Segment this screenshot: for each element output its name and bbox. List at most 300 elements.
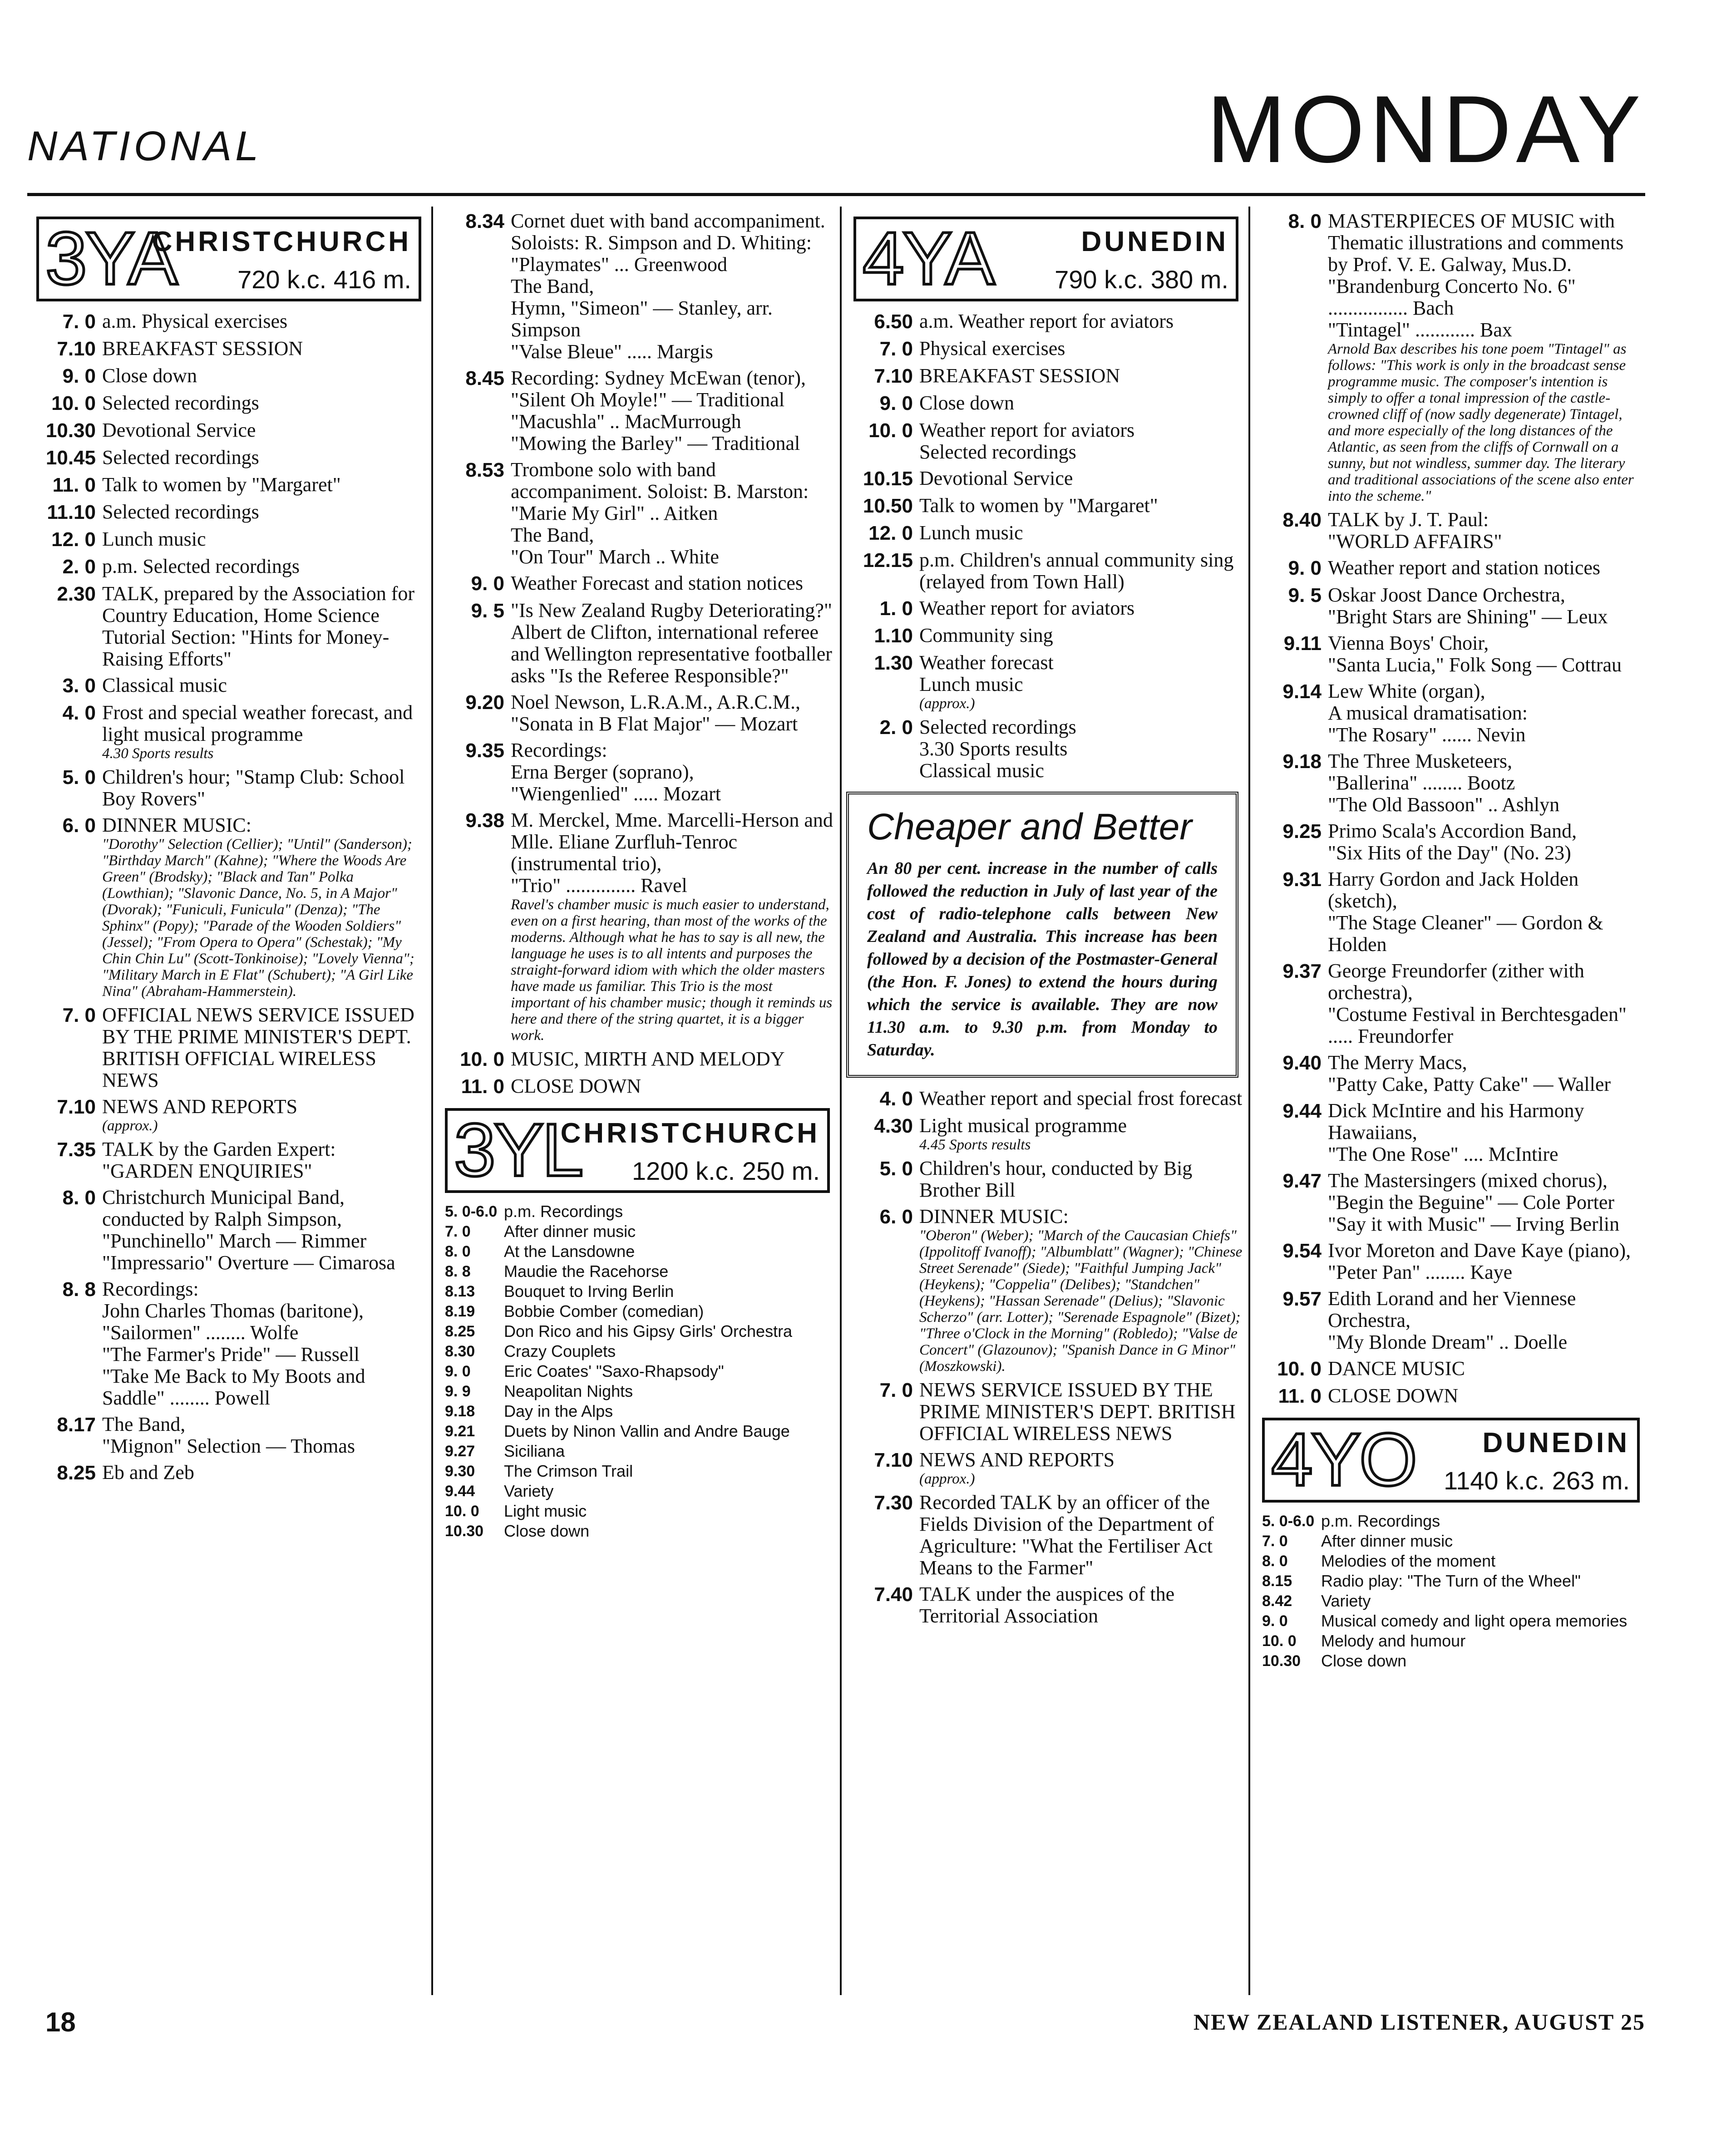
- mini-programme-item: [1253, 1572, 1645, 1591]
- programme-line: Recording: Sydney McEwan (tenor),: [511, 367, 806, 389]
- programme-body: [1328, 1358, 1645, 1380]
- programme-line: "Peter Pan" ........ Kaye: [1328, 1261, 1513, 1283]
- programme-item: [844, 365, 1244, 388]
- mini-programme-time: 9.27: [445, 1443, 475, 1460]
- programme-item: [1253, 750, 1645, 816]
- programme-line: "My Blonde Dream" .. Doelle: [1328, 1331, 1568, 1353]
- programme-line: Ivor Moreton and Dave Kaye (piano),: [1328, 1239, 1631, 1262]
- programme-body: [1328, 584, 1645, 628]
- programme-item: [1253, 1288, 1645, 1353]
- programme-note: "Oberon" (Weber); "March of the Caucasian Chiefs" (Ippolitoff Ivanoff); "Albumblatt" (Wagner); "Chinese Street Serenade" (Siede); "Faithful Jumping Jack" (Heykens); "Coppelia" (Delibes); "Standchen" (Heykens); "Hassan Serenade" (Delius); "Slavonic Scherzo" (arr. Lotter); "Serenade Espagnole" (Bizet); "Three o'Clock in the Morning" (Robledo); "Valse de Concert" (Glazounov); "Spanish Dance in G Minor" (Moszkowski).: [919, 1227, 1243, 1375]
- programme-time: 7.10: [874, 1449, 913, 1471]
- programme-line: CLOSE DOWN: [1328, 1385, 1459, 1407]
- programme-body: [1328, 210, 1645, 504]
- programme-line: CLOSE DOWN: [511, 1075, 641, 1097]
- programme-line: "Silent Oh Moyle!" — Traditional: [511, 389, 785, 411]
- programme-line: Oskar Joost Dance Orchestra,: [1328, 584, 1565, 606]
- mini-programme-text: Melody and humour: [1321, 1631, 1466, 1650]
- mini-programme-item: [1253, 1552, 1645, 1571]
- programme-time: 11. 0: [52, 474, 96, 496]
- station-city: CHRISTCHURCH: [560, 1118, 820, 1149]
- programme-body: [1328, 1240, 1645, 1283]
- programme-line: "The Old Bassoon" .. Ashlyn: [1328, 793, 1560, 816]
- mini-programme-item: [436, 1242, 835, 1261]
- programme-body: [102, 556, 427, 578]
- programme-line: Cornet duet with band accompaniment. Soloists: R. Simpson and D. Whiting:: [511, 210, 825, 254]
- station-call: 3YL: [454, 1108, 582, 1192]
- programme-body: [511, 367, 835, 454]
- programme-item: [27, 1138, 427, 1182]
- mini-programme-text: Musical comedy and light opera memories: [1321, 1612, 1628, 1630]
- programme-item: [844, 1088, 1244, 1110]
- programme-time: 9.37: [1282, 960, 1322, 982]
- column-3ya: [27, 207, 427, 1995]
- mini-programme-time: 8.42: [1262, 1592, 1292, 1610]
- station-frequency: 790 k.c. 380 m.: [1055, 265, 1228, 294]
- programme-time: 11. 0: [461, 1075, 504, 1098]
- mini-programme-time: 8. 0: [445, 1243, 471, 1260]
- programme-line: MUSIC, MIRTH AND MELODY: [511, 1048, 785, 1070]
- programme-item: [27, 310, 427, 333]
- programme-body: [511, 459, 835, 568]
- programme-item: [1253, 557, 1645, 580]
- programme-time: 10.15: [863, 468, 913, 490]
- programme-time: 9. 0: [879, 392, 913, 414]
- programme-body: [919, 1583, 1244, 1627]
- programme-body: [511, 1075, 835, 1098]
- programme-item: [1253, 1385, 1645, 1408]
- programme-item: [436, 459, 835, 568]
- programme-item: [1253, 820, 1645, 864]
- programme-line: "Macushla" .. MacMurrough: [511, 410, 741, 433]
- programme-line: "Brandenburg Concerto No. 6" ................ Bach: [1328, 275, 1576, 319]
- programme-item: [27, 365, 427, 388]
- programme-time: 8.53: [465, 459, 504, 481]
- programme-time: 2.30: [57, 583, 96, 605]
- column-4ya-continued: [1253, 207, 1645, 1995]
- programme-item: [436, 367, 835, 454]
- station-box-4yo: [1262, 1418, 1640, 1503]
- programme-line: Frost and special weather forecast, and light musical programme: [102, 701, 413, 745]
- mini-programme-text: Light music: [504, 1502, 587, 1520]
- programme-body: [919, 597, 1244, 620]
- programme-item: [436, 600, 835, 687]
- programme-item: [844, 597, 1244, 620]
- programme-body: [102, 1138, 427, 1182]
- mini-programme-item: [436, 1262, 835, 1281]
- programme-line: Christchurch Municipal Band, conducted by Ralph Simpson,: [102, 1186, 345, 1230]
- programme-time: 10. 0: [460, 1048, 504, 1070]
- programme-time: 10. 0: [868, 419, 913, 442]
- programme-item: [27, 675, 427, 697]
- programme-time: 9.38: [465, 809, 504, 832]
- programme-item: [27, 528, 427, 551]
- programme-line: Selected recordings: [919, 441, 1076, 463]
- mini-programme-text: Don Rico and his Gipsy Girls' Orchestra: [504, 1322, 793, 1341]
- programme-body: [1328, 509, 1645, 552]
- programme-item: [844, 549, 1244, 593]
- programme-body: [1328, 1288, 1645, 1353]
- mini-programme-time: 10.30: [445, 1523, 484, 1540]
- programme-line: TALK by the Garden Expert: "GARDEN ENQUIRIES": [102, 1138, 336, 1182]
- mini-programme-time: 8.30: [445, 1343, 475, 1360]
- station-box-4ya: [853, 217, 1238, 301]
- programme-body: [919, 392, 1244, 415]
- programme-line: The Band,: [511, 275, 594, 297]
- mini-programme-time: 8.25: [445, 1323, 475, 1340]
- programme-line: Children's hour, conducted by Big Brother Bill: [919, 1157, 1193, 1201]
- programme-line: "Patty Cake, Patty Cake" — Waller: [1328, 1073, 1611, 1095]
- programme-line: a.m. Physical exercises: [102, 310, 288, 332]
- mini-programme-text: p.m. Recordings: [1321, 1512, 1440, 1530]
- programme-line: Light musical programme: [919, 1114, 1127, 1137]
- programme-line: Lew White (organ),: [1328, 680, 1485, 702]
- programme-note: 4.45 Sports results: [919, 1137, 1031, 1153]
- mini-programme-text: At the Lansdowne: [504, 1242, 635, 1261]
- programme-body: [511, 572, 835, 595]
- programme-line: "Mowing the Barley" — Traditional: [511, 432, 800, 454]
- programme-line: Close down: [102, 365, 197, 387]
- programme-item: [1253, 509, 1645, 552]
- programme-line: M. Merckel, Mme. Marcelli-Herson and Mlle. Eliane Zurfluh-Tenroc (instrumental trio),: [511, 809, 833, 875]
- mini-programme-time: 8.13: [445, 1283, 475, 1300]
- programme-body: [1328, 868, 1645, 956]
- programme-body: [919, 1379, 1244, 1444]
- mini-programme-text: Variety: [504, 1482, 554, 1500]
- programme-body: [1328, 1052, 1645, 1095]
- programme-item: [844, 419, 1244, 463]
- programme-list: [1253, 210, 1645, 1408]
- programme-item: [436, 210, 835, 363]
- programme-note: (approx.): [919, 695, 975, 712]
- mini-programme-text: Radio play: "The Turn of the Wheel": [1321, 1572, 1581, 1590]
- mini-programme-text: Duets by Ninon Vallin and Andre Bauge: [504, 1422, 790, 1440]
- programme-time: 10.45: [45, 447, 96, 469]
- programme-item: [436, 1075, 835, 1098]
- notice-title: Cheaper and Better: [867, 806, 1192, 848]
- mini-programme-item: [436, 1522, 835, 1541]
- programme-item: [27, 474, 427, 497]
- programme-line: BREAKFAST SESSION: [102, 337, 303, 360]
- mini-programme-time: 5. 0-6.0: [1262, 1513, 1315, 1530]
- programme-item: [1253, 1052, 1645, 1095]
- programme-body: [102, 1414, 427, 1457]
- programme-time: 8. 0: [62, 1187, 96, 1209]
- programme-time: 4. 0: [62, 702, 96, 724]
- mini-programme-item: [436, 1442, 835, 1461]
- programme-body: [102, 419, 427, 442]
- programme-item: [844, 468, 1244, 490]
- programme-time: 7. 0: [62, 1004, 96, 1026]
- programme-item: [844, 392, 1244, 415]
- programme-item: [1253, 632, 1645, 676]
- mini-programme-item: [436, 1282, 835, 1301]
- programme-time: 2. 0: [62, 556, 96, 578]
- programme-line: The Merry Macs,: [1328, 1051, 1467, 1074]
- programme-line: TALK, prepared by the Association for Country Education, Home Science Tutorial Section: "Hints for Money-Raising Efforts": [102, 582, 415, 670]
- programme-body: [1328, 1100, 1645, 1165]
- programme-line: "Marie My Girl" .. Aitken: [511, 502, 718, 524]
- programme-line: "WORLD AFFAIRS": [1328, 530, 1502, 552]
- programme-item: [27, 1096, 427, 1134]
- programme-item: [844, 1379, 1244, 1444]
- programme-time: 8.40: [1282, 509, 1322, 531]
- programme-body: [1328, 820, 1645, 864]
- programme-line: George Freundorfer (zither with orchestra),: [1328, 960, 1584, 1004]
- programme-line: "Santa Lucia," Folk Song — Cottrau: [1328, 654, 1622, 676]
- programme-time: 5. 0: [62, 766, 96, 789]
- programme-body: [511, 600, 835, 687]
- programme-time: 1.30: [874, 652, 913, 674]
- programme-time: 4. 0: [879, 1088, 913, 1110]
- mini-programme-item: [436, 1422, 835, 1441]
- station-frequency: 1200 k.c. 250 m.: [631, 1157, 820, 1185]
- programme-time: 1. 0: [879, 597, 913, 620]
- mini-programme-item: [436, 1382, 835, 1401]
- programme-line: NEWS AND REPORTS: [919, 1449, 1115, 1471]
- programme-line: Classical music: [102, 674, 227, 696]
- programme-time: 4.30: [874, 1115, 913, 1137]
- programme-line: Lunch music: [919, 522, 1023, 544]
- programme-line: "Sailormen" ........ Wolfe: [102, 1321, 299, 1344]
- programme-item: [844, 625, 1244, 647]
- programme-line: Recordings:: [511, 739, 607, 761]
- programme-item: [27, 392, 427, 415]
- mini-programme-list: [1253, 1512, 1645, 1671]
- programme-body: [919, 652, 1244, 712]
- programme-time: 9.57: [1282, 1288, 1322, 1310]
- mini-programme-text: Siciliana: [504, 1442, 565, 1460]
- programme-line: Talk to women by "Margaret": [102, 473, 341, 496]
- programme-time: 8. 0: [1288, 210, 1322, 232]
- programme-time: 9. 0: [62, 365, 96, 387]
- programme-line: Selected recordings: [102, 446, 259, 468]
- column-divider: [840, 207, 842, 1995]
- programme-body: [511, 809, 835, 1044]
- mini-programme-time: 7. 0: [1262, 1533, 1288, 1550]
- mini-programme-item: [436, 1302, 835, 1321]
- programme-item: [27, 338, 427, 360]
- station-frequency: 1140 k.c. 263 m.: [1444, 1466, 1630, 1495]
- programme-line: "Ballerina" ........ Bootz: [1328, 772, 1515, 794]
- programme-time: 9.44: [1282, 1100, 1322, 1122]
- programme-body: [919, 338, 1244, 360]
- mini-programme-time: 9. 9: [445, 1383, 471, 1400]
- programme-line: Devotional Service: [102, 419, 256, 441]
- footer-publication: NEW ZEALAND LISTENER, AUGUST 25: [1193, 2009, 1645, 2035]
- programme-list: [436, 210, 835, 1098]
- programme-item: [436, 739, 835, 805]
- programme-body: [1328, 1170, 1645, 1235]
- programme-line: Lunch music: [102, 528, 206, 550]
- programme-body: [919, 1449, 1244, 1487]
- programme-body: [102, 814, 427, 1000]
- mini-programme-text: Maudie the Racehorse: [504, 1262, 669, 1281]
- programme-line: Vienna Boys' Choir,: [1328, 632, 1489, 654]
- programme-line: "Six Hits of the Day" (No. 23): [1328, 842, 1571, 864]
- programme-body: [511, 691, 835, 735]
- programme-body: [102, 365, 427, 388]
- station-frequency: 720 k.c. 416 m.: [237, 265, 411, 294]
- station-city: CHRISTCHURCH: [152, 226, 411, 257]
- programme-line: Children's hour; "Stamp Club: School Boy Rovers": [102, 766, 405, 810]
- programme-time: 9.25: [1282, 820, 1322, 843]
- programme-item: [844, 522, 1244, 545]
- programme-item: [844, 1449, 1244, 1487]
- programme-line: Noel Newson, L.R.A.M., A.R.C.M.,: [511, 691, 801, 713]
- programme-body: [1328, 750, 1645, 816]
- programme-line: "Impressario" Overture — Cimarosa: [102, 1252, 395, 1274]
- programme-line: The Band,: [511, 524, 594, 546]
- mini-programme-text: Day in the Alps: [504, 1402, 613, 1420]
- programme-time: 9.47: [1282, 1170, 1322, 1192]
- programme-item: [436, 1048, 835, 1071]
- programme-item: [844, 338, 1244, 360]
- mini-programme-time: 8. 8: [445, 1263, 471, 1280]
- programme-list: [844, 310, 1244, 782]
- programme-item: [27, 702, 427, 762]
- programme-time: 7. 0: [879, 338, 913, 360]
- programme-body: [102, 501, 427, 524]
- programme-item: [436, 572, 835, 595]
- programme-line: p.m. Selected recordings: [102, 555, 300, 577]
- programme-line: DINNER MUSIC:: [102, 814, 252, 836]
- programme-line: Selected recordings: [919, 716, 1076, 738]
- programme-time: 6. 0: [62, 814, 96, 837]
- programme-item: [27, 1004, 427, 1091]
- programme-body: [511, 210, 835, 363]
- programme-line: Edith Lorand and her Viennese Orchestra,: [1328, 1287, 1576, 1331]
- programme-time: 8.25: [57, 1462, 96, 1484]
- programme-time: 9.54: [1282, 1240, 1322, 1262]
- programme-line: "Take Me Back to My Boots and Saddle" ........ Powell: [102, 1365, 365, 1409]
- mini-programme-time: 10. 0: [1262, 1632, 1297, 1650]
- programme-time: 1.10: [874, 625, 913, 647]
- header-rule: [27, 193, 1645, 196]
- notice-text: An 80 per cent. increase in the number of calls followed the reduction in July of last year of the cost of radio-telephone calls between New Zealand and Australia. This increase has been followed by a decision of the Postmaster-General (the Hon. F. Jones) to extend the hours during which the service is available. They are now 11.30 a.m. to 9.30 p.m. from Monday to Saturday.: [867, 859, 1218, 1060]
- programme-body: [511, 739, 835, 805]
- programme-line: "Tintagel" ............ Bax: [1328, 319, 1512, 341]
- programme-body: [511, 1048, 835, 1071]
- programme-body: [1328, 632, 1645, 676]
- programme-time: 8.17: [57, 1414, 96, 1436]
- programme-line: Trombone solo with band accompaniment. Soloist: B. Marston:: [511, 458, 809, 503]
- programme-line: OFFICIAL NEWS SERVICE ISSUED BY THE PRIME MINISTER'S DEPT. BRITISH OFFICIAL WIRELESS NEWS: [102, 1004, 414, 1091]
- programme-body: [102, 392, 427, 415]
- programme-line: "Mignon" Selection — Thomas: [102, 1435, 355, 1457]
- programme-item: [27, 766, 427, 810]
- programme-line: "The Stage Cleaner" — Gordon & Holden: [1328, 912, 1603, 956]
- programme-time: 10.50: [863, 495, 913, 517]
- programme-time: 7.10: [57, 1096, 96, 1118]
- mini-programme-item: [436, 1322, 835, 1341]
- programme-line: "The One Rose" .... McIntire: [1328, 1143, 1558, 1165]
- programme-time: 5. 0: [879, 1158, 913, 1180]
- programme-time: 7. 0: [62, 310, 96, 333]
- programme-body: [1328, 960, 1645, 1047]
- programme-item: [844, 495, 1244, 517]
- programme-line: "Costume Festival in Berchtesgaden" ..... Freundorfer: [1328, 1003, 1627, 1047]
- programme-line: BREAKFAST SESSION: [919, 365, 1120, 387]
- mini-programme-item: [436, 1362, 835, 1381]
- mini-programme-time: 9. 0: [1262, 1612, 1288, 1630]
- programme-time: 10.30: [45, 419, 96, 442]
- programme-body: [102, 528, 427, 551]
- programme-line: Selected recordings: [102, 392, 259, 414]
- programme-time: 7.35: [57, 1138, 96, 1161]
- programme-body: [102, 766, 427, 810]
- programme-body: [919, 1492, 1244, 1579]
- programme-time: 9.14: [1282, 680, 1322, 703]
- mini-programme-time: 9.18: [445, 1403, 475, 1420]
- programme-line: Eb and Zeb: [102, 1461, 194, 1483]
- programme-line: The Band,: [102, 1413, 186, 1435]
- programme-item: [844, 1115, 1244, 1153]
- mini-programme-item: [436, 1482, 835, 1501]
- programme-item: [844, 310, 1244, 333]
- mini-programme-item: [436, 1222, 835, 1241]
- programme-line: "Playmates" ... Greenwood: [511, 253, 728, 276]
- mini-programme-time: 8. 0: [1262, 1552, 1288, 1570]
- programme-item: [436, 691, 835, 735]
- station-box-3ya: [36, 217, 421, 301]
- programme-line: "Sonata in B Flat Major" — Mozart: [511, 713, 798, 735]
- programme-time: 12.15: [863, 549, 913, 572]
- programme-line: Weather report for aviators: [919, 419, 1135, 441]
- programme-line: Weather report and special frost forecast: [919, 1087, 1243, 1109]
- mini-programme-time: 9.44: [445, 1483, 475, 1500]
- programme-time: 10. 0: [51, 392, 96, 414]
- programme-item: [1253, 868, 1645, 956]
- programme-line: The Mastersingers (mixed chorus),: [1328, 1169, 1608, 1192]
- notice-box: [846, 792, 1238, 1078]
- programme-list: [844, 1088, 1244, 1627]
- programme-time: 9. 5: [1288, 584, 1322, 606]
- programme-time: 12. 0: [868, 522, 913, 544]
- programme-body: [919, 495, 1244, 517]
- programme-time: 11. 0: [1278, 1385, 1322, 1407]
- mini-programme-item: [1253, 1512, 1645, 1531]
- programme-time: 11.10: [47, 501, 96, 523]
- programme-item: [27, 1187, 427, 1274]
- programme-time: 9.40: [1282, 1052, 1322, 1074]
- programme-body: [102, 1278, 427, 1409]
- programme-time: 9. 5: [471, 600, 504, 622]
- mini-programme-text: p.m. Recordings: [504, 1202, 623, 1221]
- mini-programme-time: 8.15: [1262, 1572, 1292, 1590]
- programme-body: [102, 1004, 427, 1091]
- mini-programme-text: The Crimson Trail: [504, 1462, 633, 1480]
- station-call: 3YA: [45, 217, 176, 300]
- programme-line: Recorded TALK by an officer of the Fields Division of the Department of Agriculture: "What the Fertiliser Act Means to the Farmer": [919, 1491, 1214, 1579]
- programme-item: [27, 447, 427, 469]
- programme-item: [1253, 1100, 1645, 1165]
- programme-item: [27, 583, 427, 670]
- station-box-3yl: [445, 1108, 830, 1193]
- programme-line: "The Farmer's Pride" — Russell: [102, 1343, 360, 1365]
- programme-time: 9. 0: [1288, 557, 1322, 579]
- mini-programme-text: Melodies of the moment: [1321, 1552, 1496, 1570]
- programme-line: Physical exercises: [919, 337, 1065, 360]
- programme-body: [1328, 680, 1645, 746]
- mini-programme-text: Bouquet to Irving Berlin: [504, 1282, 674, 1301]
- programme-item: [1253, 1358, 1645, 1380]
- programme-note: "Dorothy" Selection (Cellier); "Until" (Sanderson); "Birthday March" (Kahne); "Where the Woods Are Green" (Brodsky); "Black and Tan" Polka (Lowthian); "Slavonic Dance, No. 5, in A Major" (Dvorak); "Funiculi, Funicula" (Denza); "The Sphinx" (Popy); "Parade of the Wooden Soldiers" (Jessel); "From Opera to Opera" (Schestak); "My Chin Chin Lu" (Scott-Tonkinoise); "Lovely Vienna"; "Military March in E Flat" (Schubert); "A Girl Like Nina" (Abraham-Hammerstein).: [102, 836, 414, 1000]
- mini-programme-text: Close down: [504, 1522, 590, 1540]
- programme-item: [27, 814, 427, 1000]
- programme-note: (approx.): [919, 1471, 975, 1487]
- programme-line: TALK under the auspices of the Territorial Association: [919, 1583, 1175, 1627]
